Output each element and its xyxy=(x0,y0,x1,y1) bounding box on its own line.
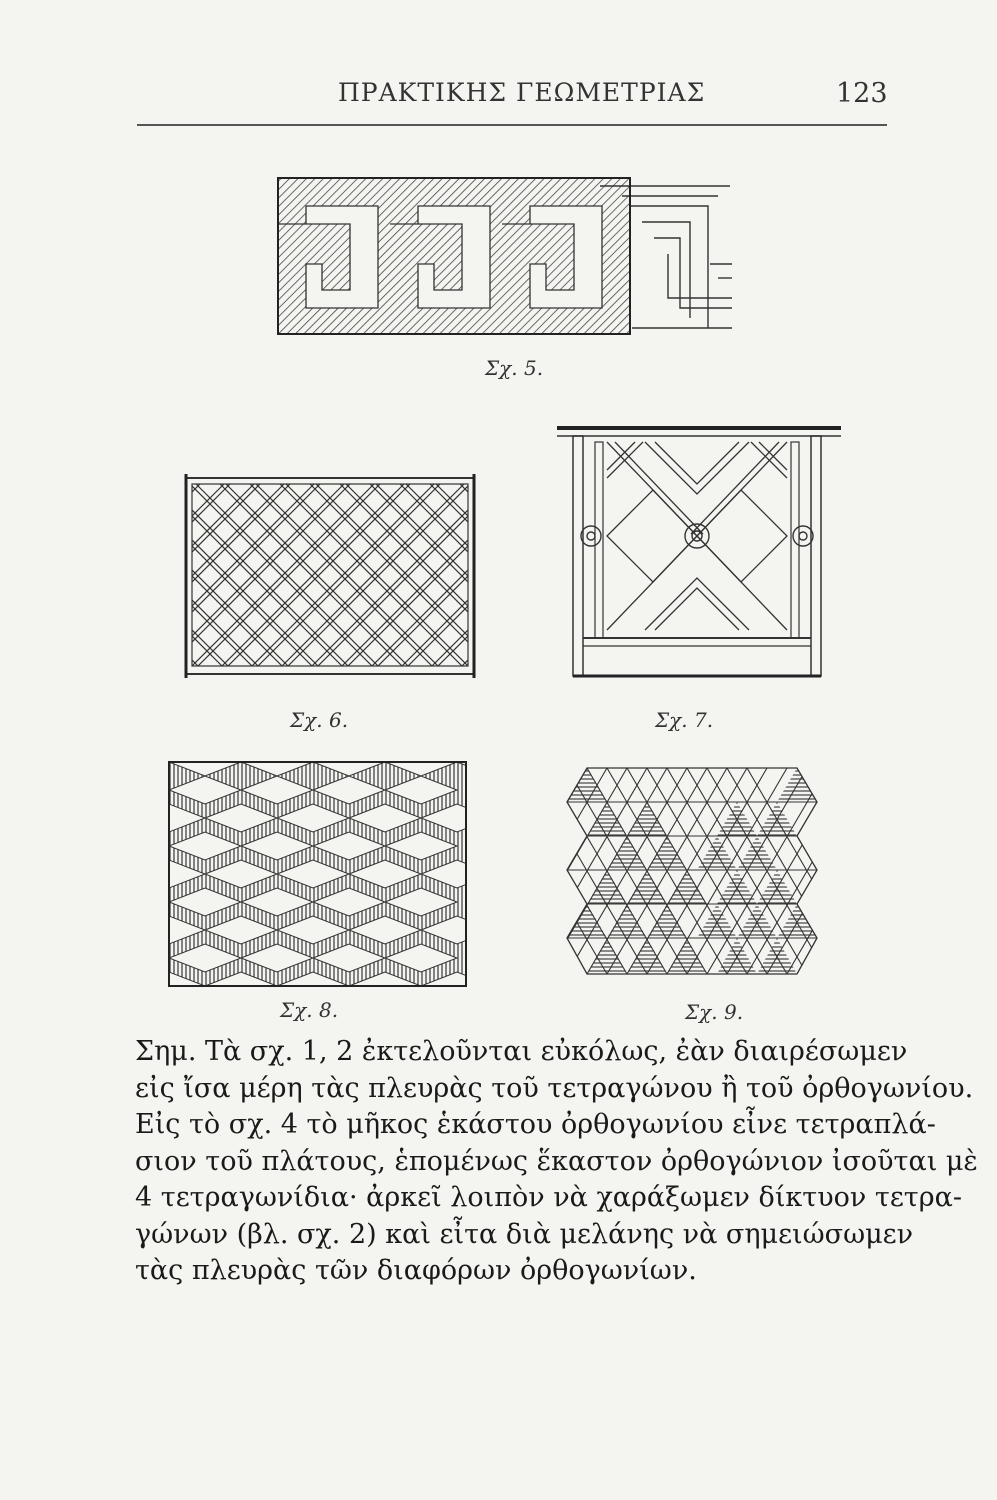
running-title: ΠΡΑΚΤΙΚΗΣ ΓΕΩΜΕΤΡΙΑΣ xyxy=(338,78,706,107)
note-line: τὰς πλευρὰς τῶν διαφόρων ὀρθογωνίων. xyxy=(135,1255,697,1286)
note-line: γώνων (βλ. σχ. 2) καὶ εἶτα διὰ μελάνης νὰ σημειώσωμεν xyxy=(135,1218,914,1250)
figure-7-caption: Σχ. 7. xyxy=(655,708,714,732)
note-line: Σημ. Τὰ σχ. 1, 2 ἐκτελοῦνται εὐκόλως, ἐὰν διαιρέσωμεν xyxy=(135,1036,908,1067)
figure-6-caption: Σχ. 6. xyxy=(290,708,349,732)
figure-7-railing xyxy=(555,420,845,682)
header-rule xyxy=(137,124,887,126)
figure-6-lattice xyxy=(180,470,480,680)
note-paragraph xyxy=(135,1034,978,1290)
figure-5-caption: Σχ. 5. xyxy=(485,356,544,380)
figure-8-caption: Σχ. 8. xyxy=(280,998,339,1022)
note-line: σιον τοῦ πλάτους, ἑπομένως ἕκαστον ὀρθογώνιον ἰσοῦται μὲ xyxy=(135,1145,978,1177)
note-line: εἰς ἴσα μέρη τὰς πλευρὰς τοῦ τετραγώνου ἢ τοῦ ὀρθογωνίου. xyxy=(135,1072,974,1104)
figure-5-meander xyxy=(270,172,740,342)
figure-9-triangles xyxy=(555,762,830,992)
note-line: 4 τετραγωνίδια· ἀρκεῖ λοιπὸν νὰ χαράξωμεν δίκτυον τετρα- xyxy=(135,1182,962,1213)
figure-8-diamonds xyxy=(165,758,470,990)
figure-9-caption: Σχ. 9. xyxy=(685,1000,744,1024)
page-number: 123 xyxy=(836,78,888,109)
note-line: Εἰς τὸ σχ. 4 τὸ μῆκος ἑκάστου ὀρθογωνίου εἶνε τετραπλά- xyxy=(135,1109,936,1140)
